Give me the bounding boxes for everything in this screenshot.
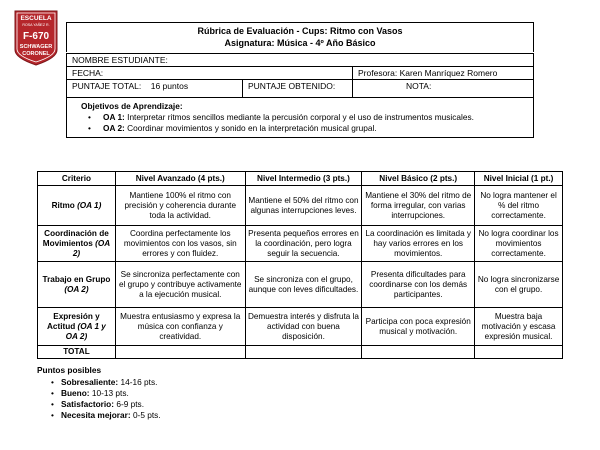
criterion-name: Coordinación de Movimientos [42,228,109,248]
logo-code: F-670 [22,31,50,42]
document-header [66,22,534,52]
objective-text: Interpretar ritmos sencillos mediante la percusión corporal y el uso de instrumentos musicales. [124,112,474,122]
level-initial-cell[interactable]: No logra coordinar los movimientos correctamente. [475,226,563,262]
student-info-table [66,53,534,98]
level-advanced-cell[interactable]: Muestra entusiasmo y expresa la música con confianza y creatividad. [115,308,245,346]
criterion-oa: (OA 1) [77,200,102,210]
table-row [38,262,563,308]
total-cell[interactable] [245,346,362,359]
criterion-cell [38,308,116,346]
header-criterion: Criterio [38,172,116,186]
level-advanced-cell[interactable]: Coordina perfectamente los movimientos con los vasos, sin errores y con fluidez. [115,226,245,262]
table-row [38,308,563,346]
level-initial-cell[interactable]: No logra sincronizarse con el grupo. [475,262,563,308]
logo-line2: ROSA YAÑEZ R. [22,23,50,27]
total-cell[interactable] [362,346,475,359]
points-range: 6-9 pts. [114,399,145,409]
total-row [38,346,563,359]
objectives-title: Objetivos de Aprendizaje: [81,101,183,111]
student-name-field[interactable]: NOMBRE ESTUDIANTE: [67,54,534,67]
obtained-score-field[interactable]: PUNTAJE OBTENIDO: [243,80,353,98]
points-title: Puntos posibles [37,365,102,375]
header-advanced: Nivel Avanzado (4 pts.) [115,172,245,186]
objective-code: OA 2: [103,123,125,133]
table-row [38,226,563,262]
objective-text: Coordinar movimientos y sonido en la interpretación musical grupal. [124,123,377,133]
points-item [51,377,161,388]
possible-points [37,365,161,421]
level-intermediate-cell[interactable]: Presenta pequeños errores en la coordinación, pero logra seguir la secuencia. [245,226,362,262]
total-score-cell [67,80,243,98]
table-row [38,186,563,226]
logo-line4: CORONEL [22,51,50,57]
points-item [51,410,161,421]
teacher-name: Profesora: Karen Manríquez Romero [353,67,534,80]
criterion-oa: (OA 1 y OA 2) [65,321,106,341]
level-basic-cell[interactable]: La coordinación es limitada y hay varios errores en los movimientos. [362,226,475,262]
level-basic-cell[interactable]: Mantiene el 30% del ritmo de forma irregular, con varias interrupciones. [362,186,475,226]
points-label: Sobresaliente: [61,377,119,387]
level-intermediate-cell[interactable]: Se sincroniza con el grupo, aunque con leves dificultades. [245,262,362,308]
objective-code: OA 1: [103,112,125,122]
document-title: Rúbrica de Evaluación - Cups: Ritmo con Vasos [197,26,403,36]
logo-line1: ESCUELA [20,15,52,22]
points-range: 10-13 pts. [89,388,129,398]
objective-item [97,123,519,134]
points-label: Satisfactorio: [61,399,115,409]
rubric-table [37,171,563,359]
level-advanced-cell[interactable]: Se sincroniza perfectamente con el grupo y contribuye activamente a la ejecución musical. [115,262,245,308]
points-item [51,388,161,399]
level-basic-cell[interactable]: Presenta dificultades para coordinarse con los demás participantes. [362,262,475,308]
level-intermediate-cell[interactable]: Mantiene el 50% del ritmo con algunas interrupciones leves. [245,186,362,226]
header-intermediate: Nivel Intermedio (3 pts.) [245,172,362,186]
total-cell[interactable] [475,346,563,359]
date-field[interactable]: FECHA: [67,67,353,80]
criterion-cell [38,226,116,262]
objective-item [97,112,519,123]
level-intermediate-cell[interactable]: Demuestra interés y disfruta la actividad con buena disposición. [245,308,362,346]
criterion-cell [38,262,116,308]
learning-objectives [66,98,534,138]
rubric-header-row [38,172,563,186]
points-label: Bueno: [61,388,90,398]
level-basic-cell[interactable]: Participa con poca expresión musical y motivación. [362,308,475,346]
criterion-name: Trabajo en Grupo [42,274,111,284]
school-logo [14,10,58,66]
total-score-label: PUNTAJE TOTAL: [72,81,142,91]
header-initial: Nivel Inicial (1 pt.) [475,172,563,186]
level-initial-cell[interactable]: No logra mantener el % del ritmo correctamente. [475,186,563,226]
criterion-name: Expresión y Actitud [47,311,100,331]
logo-line3: SCHWAGER [19,44,53,50]
level-initial-cell[interactable]: Muestra baja motivación y escasa expresión musical. [475,308,563,346]
points-range: 14-16 pts. [118,377,158,387]
criterion-oa: (OA 2) [72,238,111,258]
grade-label: NOTA: [406,81,432,91]
points-item [51,399,161,410]
criterion-oa: (OA 2) [64,284,89,294]
total-score-value: 16 puntos [150,81,189,91]
header-basic: Nivel Básico (2 pts.) [362,172,475,186]
points-range: 0-5 pts. [130,410,161,420]
grade-field[interactable] [353,80,534,98]
document-subtitle: Asignatura: Música - 4º Año Básico [224,38,376,48]
total-cell[interactable] [115,346,245,359]
criterion-name: Ritmo [51,200,75,210]
total-label: TOTAL [38,346,116,359]
criterion-cell [38,186,116,226]
level-advanced-cell[interactable]: Mantiene 100% el ritmo con precisión y coherencia durante toda la actividad. [115,186,245,226]
points-label: Necesita mejorar: [61,410,131,420]
